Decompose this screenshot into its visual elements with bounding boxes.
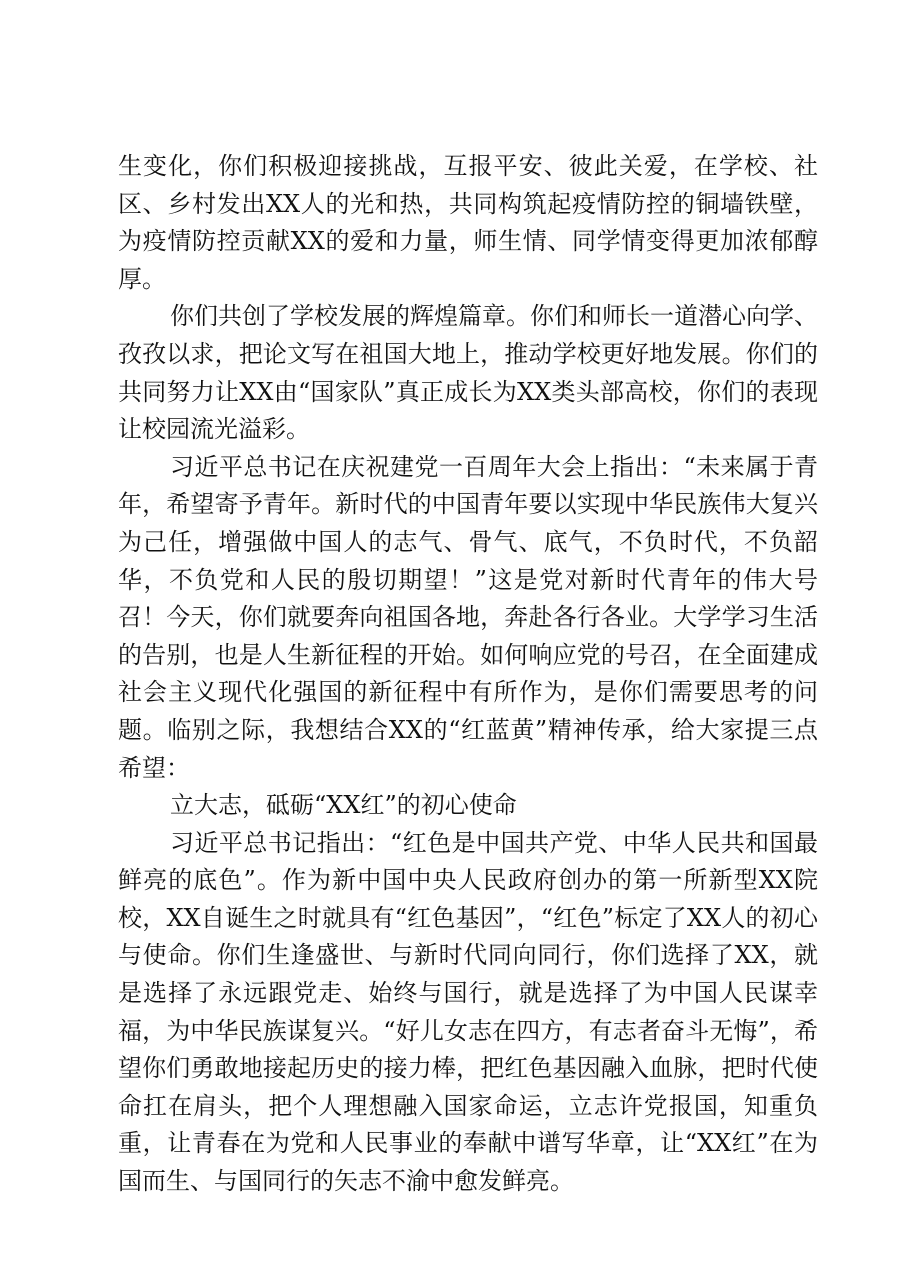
paragraph-2: 你们共创了学校发展的辉煌篇章。你们和师长一道潜心向学、孜孜以求，把论文写在祖国大地上，推动学校更好地发展。你们的共同努力让XX由“国家队”真正成长为XX类头部高校，你们的表现让校园流光溢彩。 [118,302,818,444]
document-body [118,148,818,1201]
section-heading: 立大志，砥砺“XX红”的初心使命 [170,791,517,820]
paragraph-4: 习近平总书记指出：“红色是中国共产党、中华人民共和国最鲜亮的底色”。作为新中国中央人民政府创办的第一所新型XX院校，XX自诞生之时就具有“红色基因”，“红色”标定了XX人的初心与使命。你们生逢盛世、与新时代同向同行，你们选择了XX，就是选择了永远跟党走、始终与国行，就是选择了为中国人民谋幸福，为中华民族谋复兴。“好儿女志在四方，有志者奋斗无悔”，希望你们勇敢地接起历史的接力棒，把红色基因融入血脉，把时代使命扛在肩头，把个人理想融入国家命运，立志许党报国，知重负重，让青春在为党和人民事业的奉献中谱写华章，让“XX红”在为国而生、与国同行的矢志不渝中愈发鲜亮。 [118,828,818,1196]
paragraph-3: 习近平总书记在庆祝建党一百周年大会上指出：“未来属于青年，希望寄予青年。新时代的中国青年要以实现中华民族伟大复兴为己任，增强做中国人的志气、骨气、底气，不负时代，不负韶华，不负党和人民的殷切期望！”这是党对新时代青年的伟大号召！今天，你们就要奔向祖国各地，奔赴各行各业。大学学习生活的告别，也是人生新征程的开始。如何响应党的号召，在全面建成社会主义现代化强国的新征程中有所作为，是你们需要思考的问题。临别之际，我想结合XX的“红蓝黄”精神传承，给大家提三点希望： [118,452,818,782]
paragraph-1: 生变化，你们积极迎接挑战，互报平安、彼此关爱，在学校、社区、乡村发出XX人的光和热，共同构筑起疫情防控的铜墙铁壁，为疫情防控贡献XX的爱和力量，师生情、同学情变得更加浓郁醇厚。 [118,152,818,293]
